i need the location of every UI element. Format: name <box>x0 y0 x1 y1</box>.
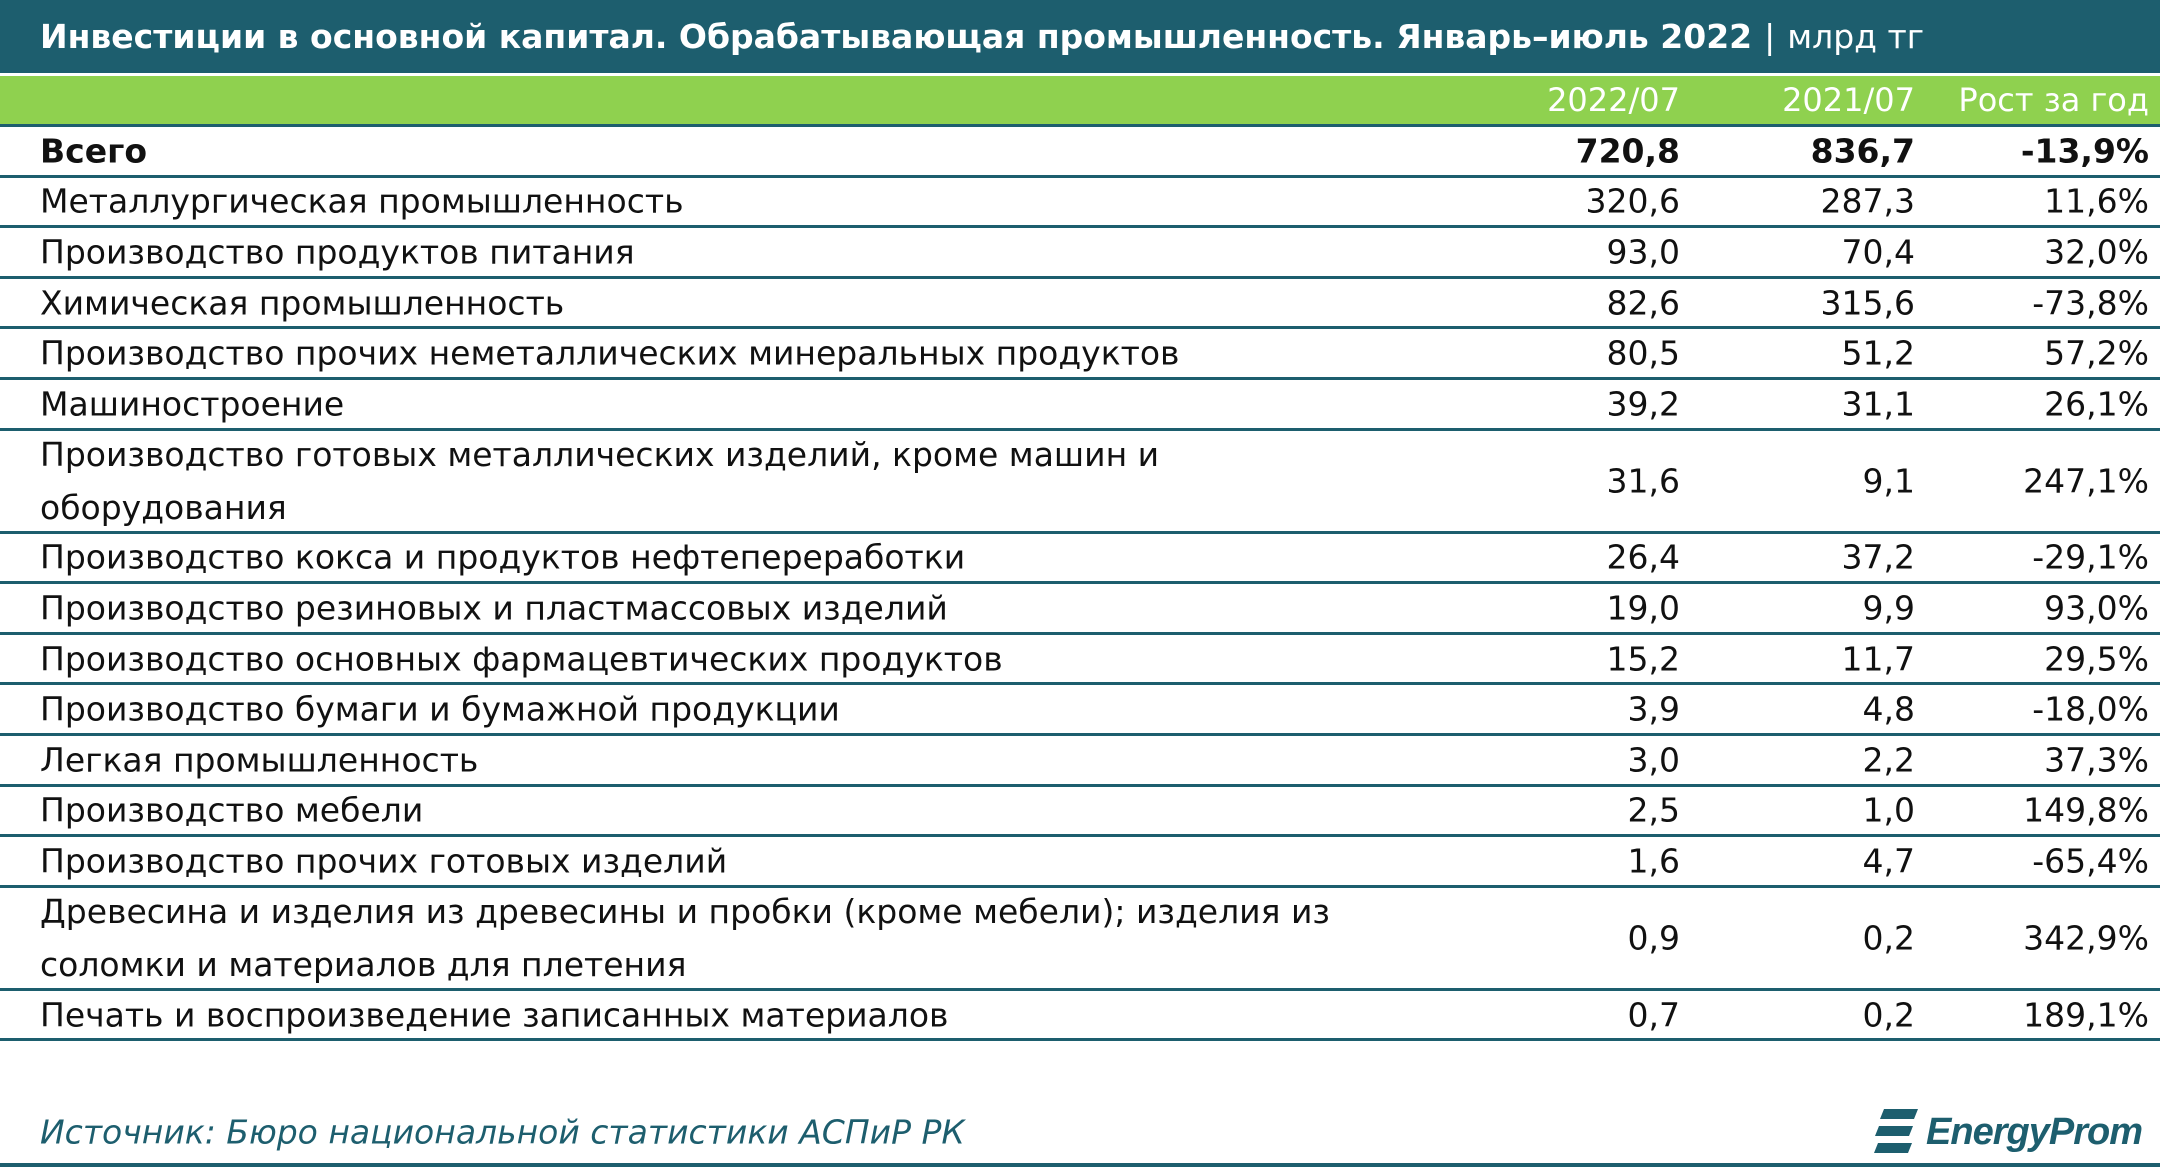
row-label: Производство продуктов питания <box>40 232 635 272</box>
value-2022: 26,4 <box>1606 537 1680 577</box>
row-label: Химическая промышленность <box>40 283 565 323</box>
value-2022: 80,5 <box>1606 333 1680 373</box>
value-2022: 39,2 <box>1606 384 1680 424</box>
value-2022: 0,9 <box>1627 918 1680 958</box>
value-2022: 93,0 <box>1606 232 1680 272</box>
table-row <box>0 127 2160 178</box>
energyprom-logo <box>1874 1107 2142 1157</box>
value-2021: 2,2 <box>1862 740 1915 780</box>
value-growth: 189,1% <box>2023 995 2149 1035</box>
row-label: Древесина и изделия из древесины и пробки (кроме мебели); изделия из соломки и материалов для плетения <box>40 891 1330 984</box>
value-2022: 31,6 <box>1606 461 1680 501</box>
value-2022: 19,0 <box>1606 588 1680 628</box>
value-2022: 720,8 <box>1575 131 1680 171</box>
table-row <box>0 228 2160 279</box>
value-2022: 15,2 <box>1606 639 1680 679</box>
row-label: Производство прочих неметаллических минеральных продуктов <box>40 333 1180 373</box>
table-row <box>0 837 2160 888</box>
value-growth: -73,8% <box>2032 283 2149 323</box>
value-2021: 70,4 <box>1841 232 1915 272</box>
value-2021: 1,0 <box>1862 790 1915 830</box>
source-note: Источник: Бюро национальной статистики АСПиР РК <box>40 1112 965 1152</box>
value-growth: 32,0% <box>2044 232 2149 272</box>
value-growth: -18,0% <box>2032 689 2149 729</box>
value-2021: 0,2 <box>1862 918 1915 958</box>
column-header-2022: 2022/07 <box>1547 81 1680 119</box>
column-header-growth: Рост за год <box>1958 81 2149 119</box>
value-2022: 320,6 <box>1585 181 1680 221</box>
value-growth: 57,2% <box>2044 333 2149 373</box>
table-row <box>0 991 2160 1042</box>
bottom-rule <box>0 1163 2160 1167</box>
value-growth: -29,1% <box>2032 537 2149 577</box>
row-label: Печать и воспроизведение записанных материалов <box>40 995 949 1035</box>
table-row <box>0 534 2160 585</box>
table-row <box>0 888 2160 991</box>
value-2022: 82,6 <box>1606 283 1680 323</box>
table-row <box>0 431 2160 534</box>
table-row <box>0 380 2160 431</box>
value-2021: 0,2 <box>1862 995 1915 1035</box>
value-2022: 3,0 <box>1627 740 1680 780</box>
table-row <box>0 178 2160 229</box>
row-label: Металлургическая промышленность <box>40 181 684 221</box>
title-separator: | <box>1764 17 1776 56</box>
row-label: Производство прочих готовых изделий <box>40 841 728 881</box>
value-2021: 51,2 <box>1841 333 1915 373</box>
value-growth: 37,3% <box>2044 740 2149 780</box>
value-2021: 836,7 <box>1810 131 1915 171</box>
table-title-bar <box>0 0 2160 73</box>
row-label: Производство резиновых и пластмассовых изделий <box>40 588 948 628</box>
value-2022: 1,6 <box>1627 841 1680 881</box>
value-2022: 0,7 <box>1627 995 1680 1035</box>
value-growth: -65,4% <box>2032 841 2149 881</box>
energyprom-logo-icon <box>1874 1107 1918 1157</box>
value-2021: 287,3 <box>1820 181 1915 221</box>
row-label: Производство готовых металлических изделий, кроме машин и оборудования <box>40 434 1160 527</box>
row-label: Легкая промышленность <box>40 740 479 780</box>
row-label: Производство кокса и продуктов нефтепереработки <box>40 537 966 577</box>
value-growth: 149,8% <box>2023 790 2149 830</box>
value-2021: 31,1 <box>1841 384 1915 424</box>
value-2021: 11,7 <box>1841 639 1915 679</box>
value-2021: 315,6 <box>1820 283 1915 323</box>
table-row <box>0 685 2160 736</box>
table-title: Инвестиции в основной капитал. Обрабатывающая промышленность. Январь–июль 2022 <box>40 17 1753 56</box>
row-label: Производство бумаги и бумажной продукции <box>40 689 840 729</box>
value-growth: 11,6% <box>2044 181 2149 221</box>
table-row <box>0 329 2160 380</box>
value-2021: 9,1 <box>1862 461 1915 501</box>
value-growth: 93,0% <box>2044 588 2149 628</box>
column-header-2021: 2021/07 <box>1782 81 1915 119</box>
value-2021: 9,9 <box>1862 588 1915 628</box>
table-body <box>0 124 2160 1041</box>
table-row <box>0 635 2160 686</box>
value-2021: 4,7 <box>1862 841 1915 881</box>
row-label: Производство основных фармацевтических продуктов <box>40 639 1003 679</box>
value-growth: 26,1% <box>2044 384 2149 424</box>
table-row <box>0 787 2160 838</box>
value-growth: 342,9% <box>2023 918 2149 958</box>
row-label: Машиностроение <box>40 384 345 424</box>
row-label: Всего <box>40 131 148 171</box>
table-unit: млрд тг <box>1787 17 1925 56</box>
row-label: Производство мебели <box>40 790 424 830</box>
table-row <box>0 584 2160 635</box>
energyprom-logo-text: EnergyProm <box>1926 1110 2142 1153</box>
value-2022: 2,5 <box>1627 790 1680 830</box>
table-row <box>0 736 2160 787</box>
value-growth: 29,5% <box>2044 639 2149 679</box>
value-2022: 3,9 <box>1627 689 1680 729</box>
value-2021: 37,2 <box>1841 537 1915 577</box>
value-2021: 4,8 <box>1862 689 1915 729</box>
value-growth: 247,1% <box>2023 461 2149 501</box>
column-header-row <box>0 76 2160 124</box>
table-row <box>0 279 2160 330</box>
value-growth: -13,9% <box>2020 131 2149 171</box>
footer <box>0 1097 2160 1167</box>
